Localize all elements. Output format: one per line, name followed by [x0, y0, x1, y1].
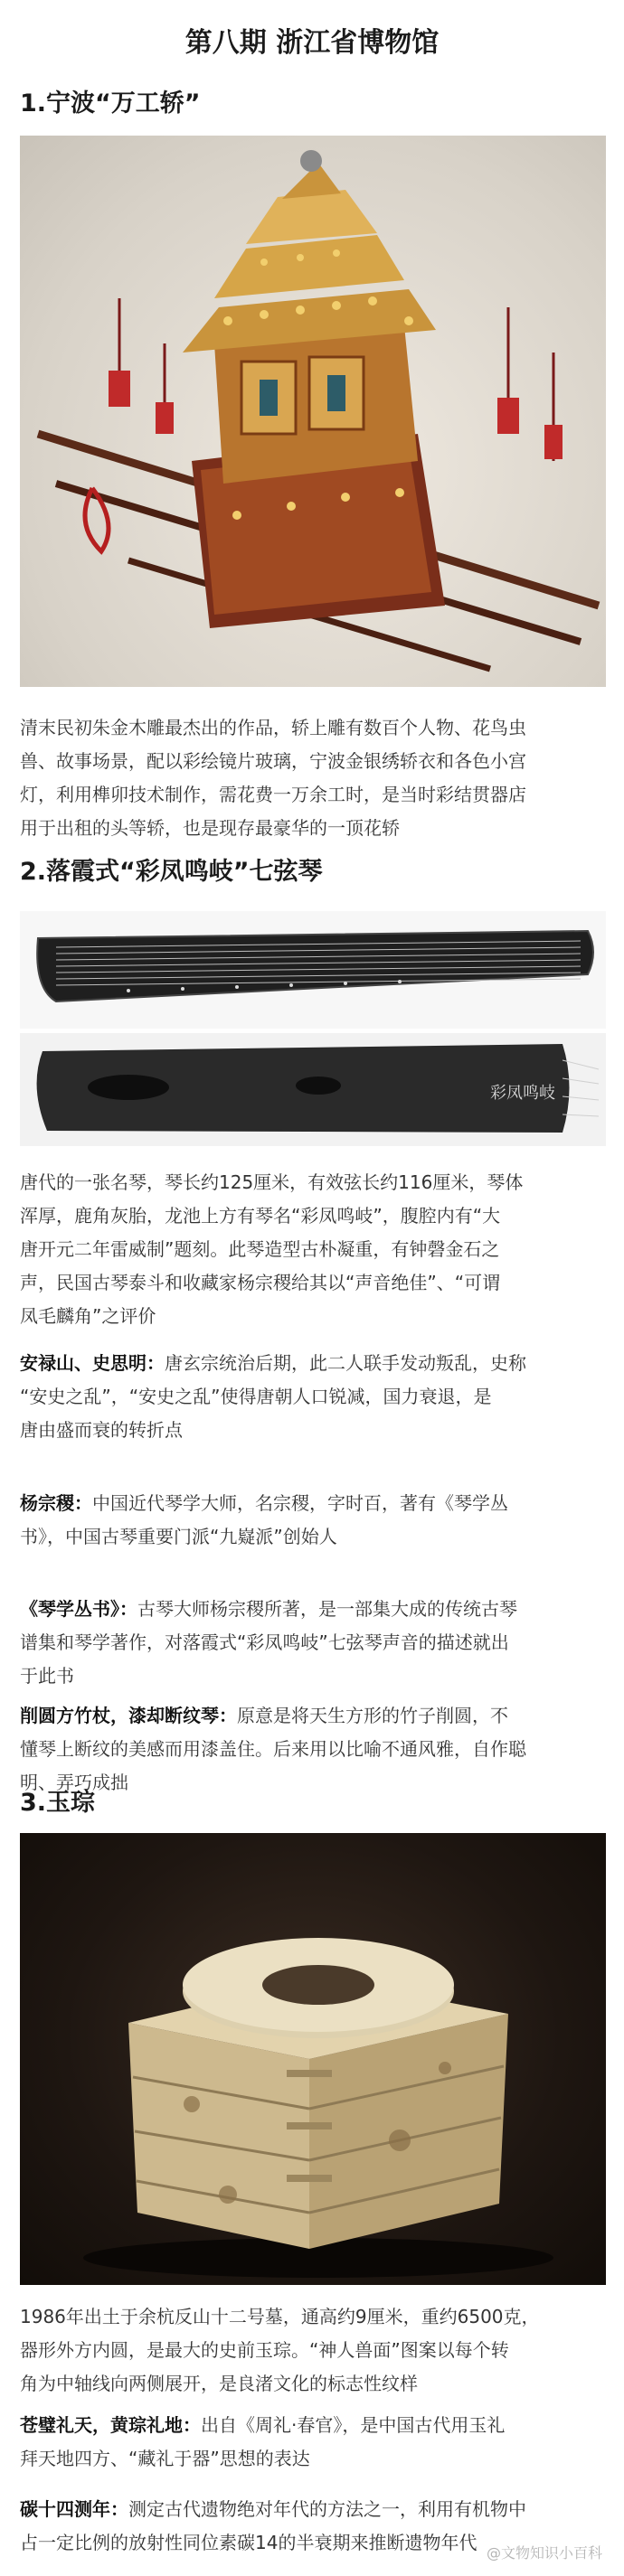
paragraph-line: 浑厚，鹿角灰胎，龙池上方有琴名“彩凤鸣岐”，腹腔内有“大	[20, 1205, 501, 1227]
note-line: 谱集和琴学著作，对落霞式“彩凤鸣岐”七弦琴声音的描述就出	[20, 1631, 509, 1653]
note-text: 中国近代琴学大师，名宗稷，字时百，著有《琴学丛	[92, 1492, 508, 1514]
guqin-description	[20, 1166, 606, 1333]
section-heading-guqin: 2.落霞式“彩凤鸣岐”七弦琴	[20, 858, 323, 886]
note-text: 原意是将天生方形的竹子削圆，不	[237, 1705, 508, 1726]
paragraph-line: 凤毛麟角”之评价	[20, 1305, 156, 1327]
note-term: 苍璧礼天，黄琮礼地：	[20, 2414, 201, 2436]
note-text: 古琴大师杨宗稷所著，是一部集大成的传统古琴	[137, 1598, 517, 1620]
jade-cong-description	[20, 2300, 606, 2401]
note-line: 于此书	[20, 1665, 74, 1687]
note-term: 杨宗稷：	[20, 1492, 92, 1514]
note-line	[20, 1699, 606, 1733]
paragraph-line: 兽、故事场景，配以彩绘镜片玻璃，宁波金银绣轿衣和各色小宫	[20, 750, 526, 772]
paragraph-line: 器形外方内圆，是最大的史前玉琮。“神人兽面”图案以每个转	[20, 2339, 509, 2361]
note-line	[20, 2493, 606, 2526]
note-text: 唐玄宗统治后期，此二人联手发动叛乱，史称	[165, 1352, 526, 1374]
note-line: 拜天地四方、“藏礼于器”思想的表达	[20, 2448, 310, 2469]
paragraph-line: 声，民国古琴泰斗和收藏家杨宗稷给其以“声音绝佳”、“可谓	[20, 1272, 501, 1293]
paragraph-line: 1986年出土于余杭反山十二号墓，通高约9厘米，重约6500克，	[20, 2306, 540, 2327]
paragraph-line: 清末民初朱金木雕最杰出的作品，轿上雕有数百个人物、花鸟虫	[20, 717, 526, 738]
note-term: 《琴学丛书》：	[20, 1598, 137, 1620]
guqin-top-illustration	[20, 911, 606, 1029]
note-line	[20, 2409, 606, 2442]
note-line: 唐由盛而衰的转折点	[20, 1419, 183, 1441]
note-bi-cong	[20, 2409, 606, 2476]
note-line: 书》，中国古琴重要门派“九嶷派”创始人	[20, 1526, 337, 1547]
guqin-top-photo	[20, 911, 606, 1029]
watermark: @文物知识小百科	[486, 2544, 602, 2562]
palanquin-description	[20, 711, 606, 845]
paragraph-line: 用于出租的头等轿，也是现存最豪华的一顶花轿	[20, 817, 400, 839]
guqin-inscription: 彩凤鸣岐	[490, 1084, 555, 1103]
palanquin-illustration	[20, 136, 606, 687]
section-heading-jade-cong: 3.玉琮	[20, 1789, 96, 1817]
page-title: 第八期 浙江省博物馆	[184, 27, 440, 59]
paragraph-line: 灯，利用榫卯技术制作，需花费一万余工时，是当时彩结贯器店	[20, 784, 526, 805]
note-line: 占一定比例的放射性同位素碳14的半衰期来推断遗物年代	[20, 2532, 477, 2553]
palanquin-photo	[20, 136, 606, 687]
jade-cong-photo	[20, 1833, 606, 2285]
note-line	[20, 1487, 606, 1520]
note-term: 安禄山、史思明：	[20, 1352, 165, 1374]
note-text: 出自《周礼·春官》，是中国古代用玉礼	[201, 2414, 506, 2436]
guqin-bottom-illustration	[20, 1033, 606, 1146]
guqin-bottom-photo	[20, 1033, 606, 1146]
note-qinxue-congshu	[20, 1593, 606, 1693]
note-term: 碳十四测年：	[20, 2498, 128, 2520]
paragraph-line: 唐开元二年雷威制”题刻。此琴造型古朴凝重，有钟磬金石之	[20, 1238, 500, 1260]
jade-cong-illustration	[20, 1833, 606, 2285]
note-text: 测定古代遗物绝对年代的方法之一，利用有机物中	[128, 2498, 526, 2520]
note-idiom	[20, 1699, 606, 1800]
paragraph-line: 角为中轴线向两侧展开，是良渚文化的标志性纹样	[20, 2373, 418, 2394]
note-line: 懂琴上断纹的美感而用漆盖住。后来用以比喻不通风雅，自作聪	[20, 1738, 526, 1760]
note-line: 明、弄巧成拙	[20, 1772, 128, 1793]
note-term: 削圆方竹杖，漆却断纹琴：	[20, 1705, 237, 1726]
note-line: “安史之乱”，“安史之乱”使得唐朝人口锐减，国力衰退，是	[20, 1386, 492, 1407]
note-line	[20, 1593, 606, 1626]
note-yang-zongji	[20, 1487, 606, 1554]
section-heading-palanquin: 1.宁波“万工轿”	[20, 89, 201, 118]
paragraph-line: 唐代的一张名琴，琴长约125厘米，有效弦长约116厘米，琴体	[20, 1171, 524, 1193]
note-line	[20, 1347, 606, 1380]
note-an-shi	[20, 1347, 606, 1447]
